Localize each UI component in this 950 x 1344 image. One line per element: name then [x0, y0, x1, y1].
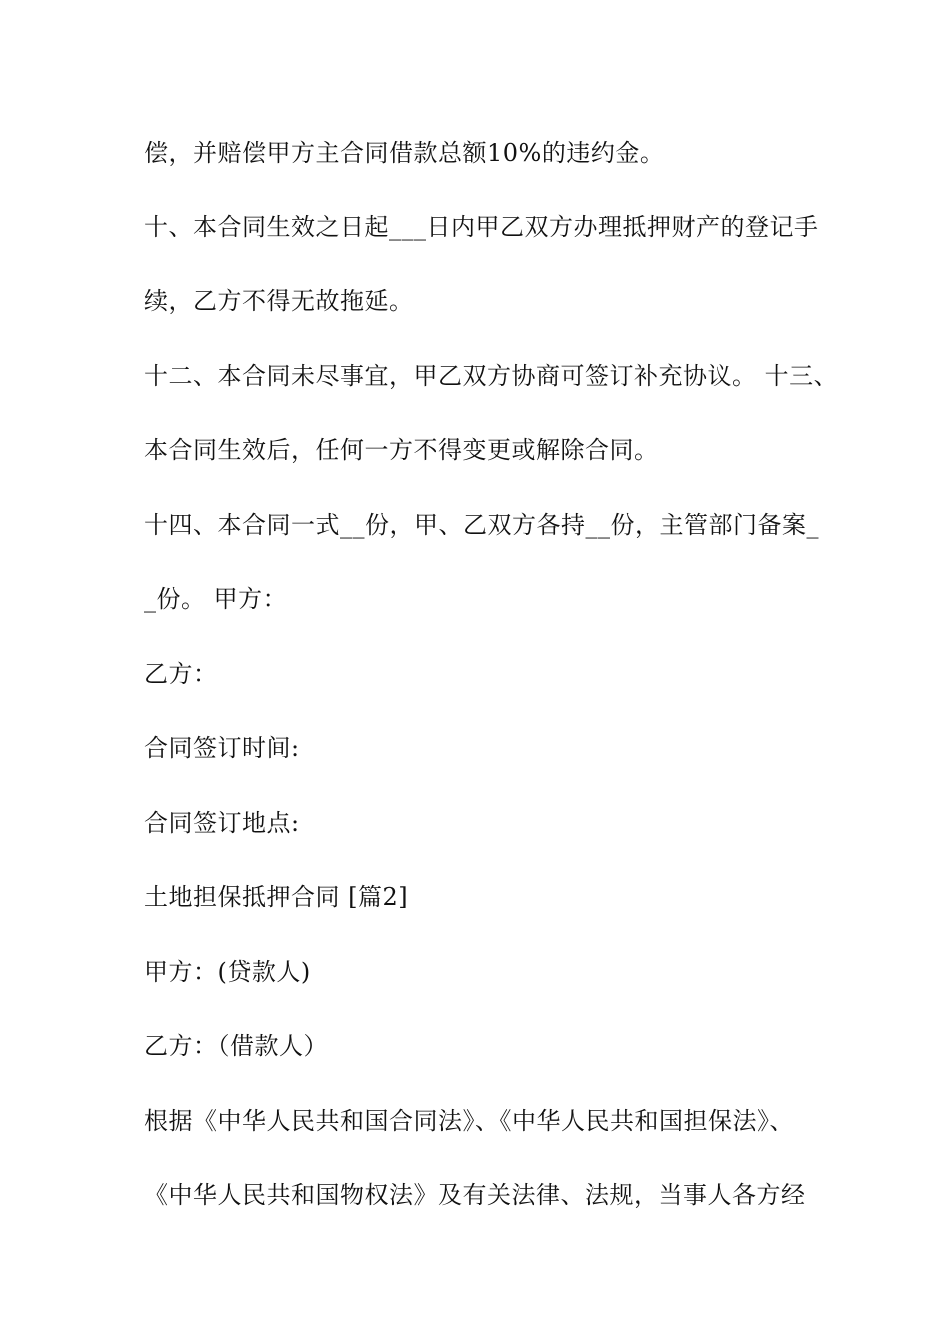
text-line: 十二、本合同未尽事宜，甲乙双方协商可签订补充协议。 十三、	[144, 362, 839, 390]
text-line: 十、本合同生效之日起___日内甲乙双方办理抵押财产的登记手	[144, 213, 819, 241]
text-line: 十四、本合同一式__份，甲、乙双方各持__份，主管部门备案_	[144, 511, 819, 539]
text-line: 续，乙方不得无故拖延。	[144, 287, 414, 315]
text-line: 根据《中华人民共和国合同法》、《中华人民共和国担保法》、	[144, 1107, 794, 1135]
text-line: 合同签订地点:	[144, 809, 300, 837]
text-line: 乙方：	[144, 660, 218, 688]
text-line: 乙方：（借款人）	[144, 1032, 328, 1060]
text-line: 合同签订时间:	[144, 734, 300, 762]
text-line: 甲方：(贷款人)	[144, 958, 311, 986]
text-line: 本合同生效后，任何一方不得变更或解除合同。	[144, 436, 659, 464]
text-line: _份。 甲方：	[144, 585, 288, 613]
text-line: 偿，并赔偿甲方主合同借款总额10%的违约金。	[144, 139, 665, 167]
text-line: 《中华人民共和国物权法》及有关法律、法规，当事人各方经	[144, 1181, 806, 1209]
section-heading: 土地担保抵押合同 [篇2]	[144, 883, 409, 911]
